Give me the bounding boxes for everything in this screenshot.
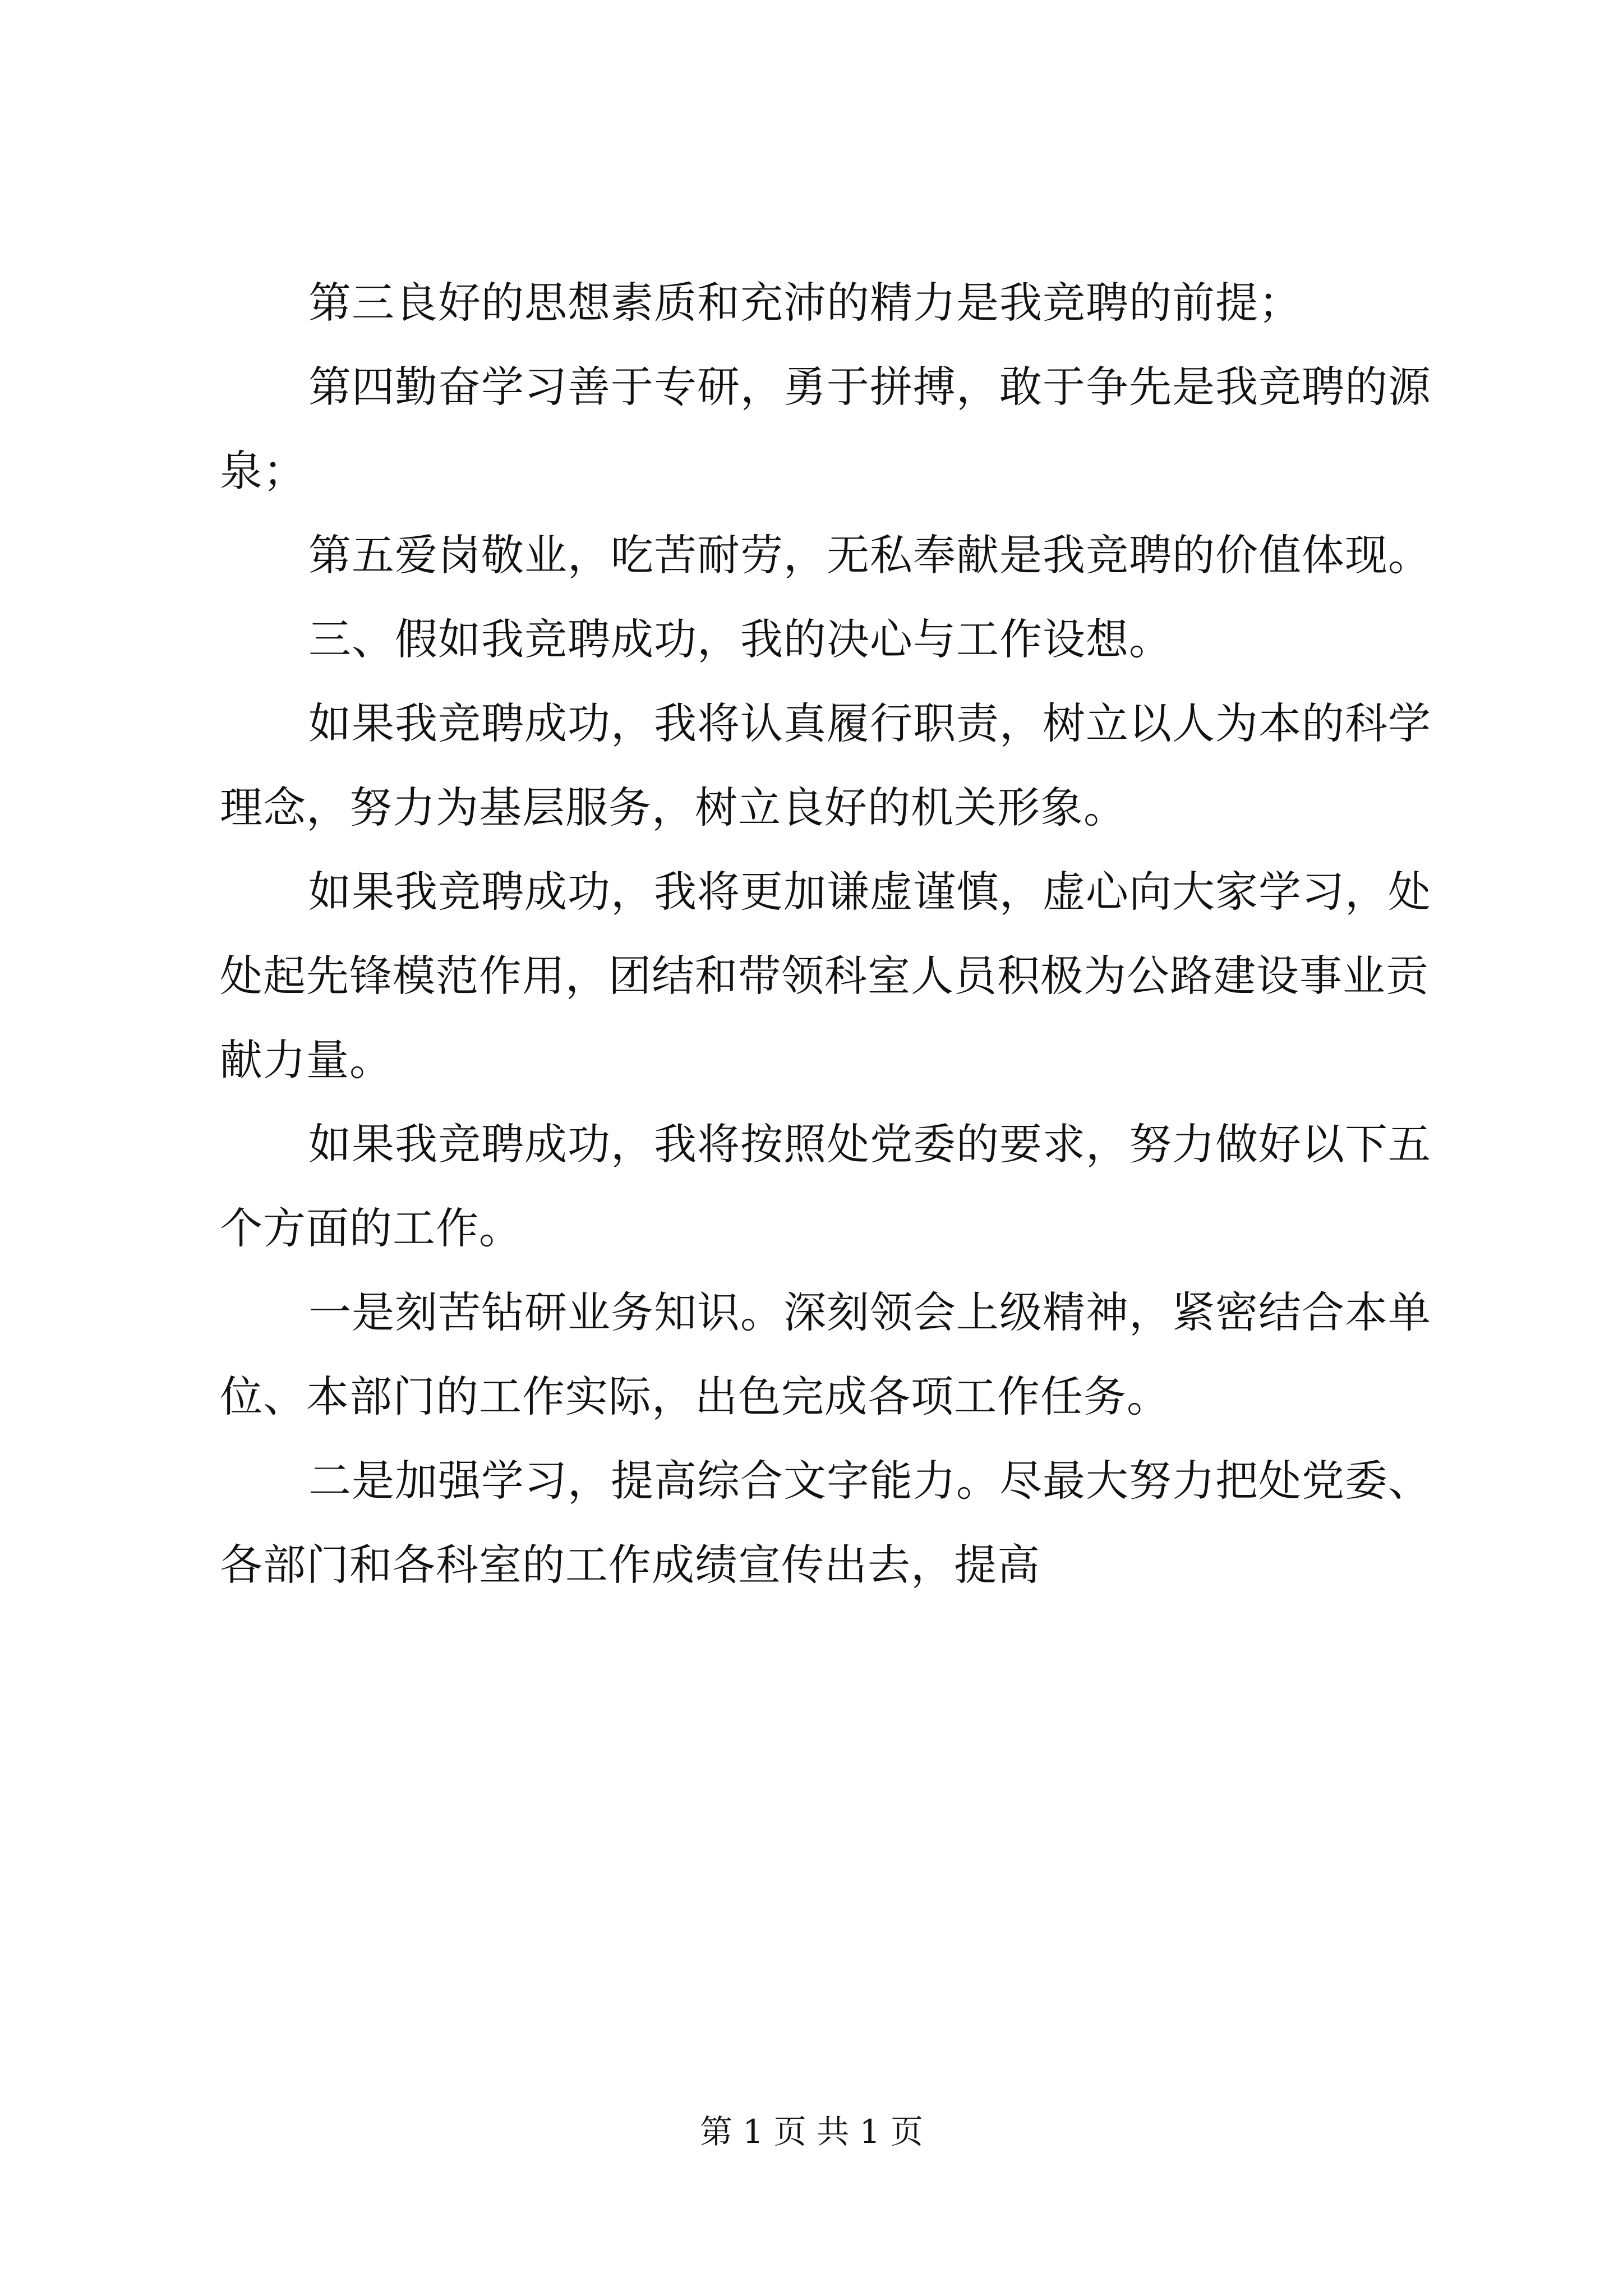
text-line: 处起先锋模范作用，团结和带领科室人员积极为公路建设事业贡 — [220, 951, 1429, 1001]
text-line: 如果我竞聘成功，我将更加谦虚谨慎，虚心向大家学习，处 — [308, 867, 1431, 917]
text-line: 三、假如我竞聘成功，我的决心与工作设想。 — [308, 614, 1172, 664]
text-line: 位、本部门的工作实际，出色完成各项工作任务。 — [220, 1372, 1170, 1421]
text-line: 泉； — [220, 446, 306, 496]
text-line: 个方面的工作。 — [220, 1203, 522, 1253]
text-line: 如果我竞聘成功，我将按照处党委的要求，努力做好以下五 — [308, 1119, 1431, 1169]
text-line: 第五爱岗敬业，吃苦耐劳，无私奉献是我竞聘的价值体现。 — [308, 530, 1431, 580]
text-line: 献力量。 — [220, 1035, 393, 1085]
page-number-label: 第 1 页 共 1 页 — [700, 2113, 923, 2151]
text-line: 如果我竞聘成功，我将认真履行职责，树立以人为本的科学 — [308, 698, 1431, 748]
page-footer — [0, 2109, 1623, 2154]
text-line: 各部门和各科室的工作成绩宣传出去，提高 — [220, 1540, 1040, 1590]
text-line: 第三良好的思想素质和充沛的精力是我竞聘的前提； — [308, 278, 1302, 328]
text-line: 二是加强学习，提高综合文字能力。尽最大努力把处党委、 — [308, 1456, 1431, 1506]
text-line: 一是刻苦钻研业务知识。深刻领会上级精神，紧密结合本单 — [308, 1287, 1431, 1337]
text-line: 理念，努力为基层服务，树立良好的机关形象。 — [220, 783, 1127, 832]
text-line: 第四勤奋学习善于专研，勇于拼搏，敢于争先是我竞聘的源 — [308, 362, 1431, 412]
